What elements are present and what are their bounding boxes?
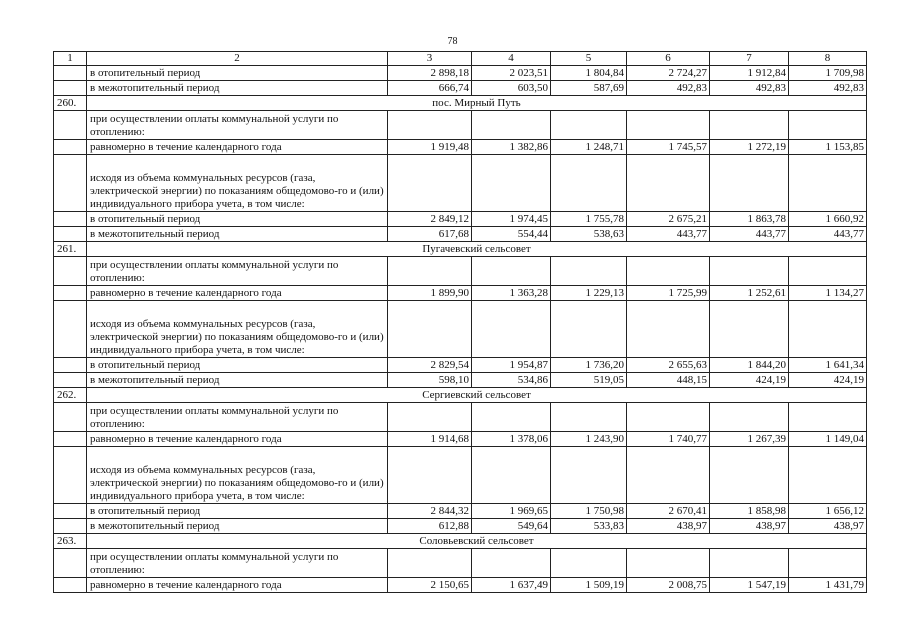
row-label: в отопительный период — [87, 504, 388, 519]
column-number: 3 — [388, 52, 472, 66]
table-row — [54, 140, 867, 155]
value-cell — [789, 549, 867, 578]
row-code-cell — [54, 447, 87, 504]
value-cell — [472, 549, 551, 578]
value-cell: 1 229,13 — [551, 286, 627, 301]
value-cell: 1 660,92 — [789, 212, 867, 227]
row-label: в межотопительный период — [87, 81, 388, 96]
value-cell: 1 134,27 — [789, 286, 867, 301]
settlement-header-row — [54, 534, 867, 549]
value-cell: 2 150,65 — [388, 578, 472, 593]
value-cell — [388, 257, 472, 286]
table-row — [54, 227, 867, 242]
value-cell: 2 829,54 — [388, 358, 472, 373]
table-row — [54, 358, 867, 373]
value-cell: 1 804,84 — [551, 66, 627, 81]
value-cell: 424,19 — [710, 373, 789, 388]
description-row — [54, 155, 867, 212]
row-label: в отопительный период — [87, 66, 388, 81]
column-number: 4 — [472, 52, 551, 66]
value-cell: 438,97 — [710, 519, 789, 534]
value-cell — [789, 155, 867, 212]
row-code-cell — [54, 358, 87, 373]
value-cell — [551, 111, 627, 140]
row-label: исходя из объема коммунальных ресурсов (газа, электрической энергии) по показаниям общедомово-го и (или) индивидуального прибора учета, в том числе: — [87, 447, 388, 504]
value-cell: 554,44 — [472, 227, 551, 242]
value-cell: 2 008,75 — [627, 578, 710, 593]
value-cell — [551, 301, 627, 358]
value-cell: 443,77 — [627, 227, 710, 242]
description-row — [54, 549, 867, 578]
value-cell: 2 724,27 — [627, 66, 710, 81]
table-row — [54, 212, 867, 227]
row-label: при осуществлении оплаты коммунальной услуги по отоплению: — [87, 403, 388, 432]
row-code-cell — [54, 212, 87, 227]
row-label: равномерно в течение календарного года — [87, 140, 388, 155]
value-cell: 492,83 — [627, 81, 710, 96]
value-cell — [710, 301, 789, 358]
value-cell: 438,97 — [627, 519, 710, 534]
row-code-cell — [54, 578, 87, 593]
value-cell: 438,97 — [789, 519, 867, 534]
value-cell: 1 272,19 — [710, 140, 789, 155]
column-number: 7 — [710, 52, 789, 66]
value-cell: 1 858,98 — [710, 504, 789, 519]
tariff-table — [53, 51, 867, 593]
row-code-cell — [54, 66, 87, 81]
settlement-code: 260. — [54, 96, 87, 111]
value-cell: 1 382,86 — [472, 140, 551, 155]
column-number: 8 — [789, 52, 867, 66]
value-cell: 1 912,84 — [710, 66, 789, 81]
row-code-cell — [54, 155, 87, 212]
value-cell — [388, 403, 472, 432]
description-row — [54, 301, 867, 358]
row-label: исходя из объема коммунальных ресурсов (газа, электрической энергии) по показаниям общедомово-го и (или) индивидуального прибора учета, в том числе: — [87, 301, 388, 358]
row-label: равномерно в течение календарного года — [87, 432, 388, 447]
row-label: в отопительный период — [87, 358, 388, 373]
value-cell — [789, 111, 867, 140]
value-cell: 1 547,19 — [710, 578, 789, 593]
row-code-cell — [54, 432, 87, 447]
value-cell — [789, 301, 867, 358]
value-cell: 2 844,32 — [388, 504, 472, 519]
value-cell: 538,63 — [551, 227, 627, 242]
value-cell: 443,77 — [789, 227, 867, 242]
value-cell: 617,68 — [388, 227, 472, 242]
row-code-cell — [54, 227, 87, 242]
value-cell: 2 898,18 — [388, 66, 472, 81]
value-cell: 1 740,77 — [627, 432, 710, 447]
row-label: равномерно в течение календарного года — [87, 578, 388, 593]
value-cell: 2 655,63 — [627, 358, 710, 373]
value-cell: 1 745,57 — [627, 140, 710, 155]
value-cell: 1 243,90 — [551, 432, 627, 447]
value-cell — [388, 111, 472, 140]
row-code-cell — [54, 257, 87, 286]
value-cell: 1 709,98 — [789, 66, 867, 81]
value-cell: 1 736,20 — [551, 358, 627, 373]
description-row — [54, 111, 867, 140]
table-row — [54, 66, 867, 81]
value-cell — [627, 403, 710, 432]
row-code-cell — [54, 373, 87, 388]
row-code-cell — [54, 81, 87, 96]
value-cell: 612,88 — [388, 519, 472, 534]
column-number-row — [54, 52, 867, 66]
value-cell — [627, 155, 710, 212]
column-number: 6 — [627, 52, 710, 66]
value-cell — [789, 447, 867, 504]
value-cell: 2 675,21 — [627, 212, 710, 227]
value-cell: 1 899,90 — [388, 286, 472, 301]
row-code-cell — [54, 111, 87, 140]
settlement-name: Соловьевский сельсовет — [87, 534, 867, 549]
row-code-cell — [54, 549, 87, 578]
settlement-header-row — [54, 388, 867, 403]
value-cell — [627, 301, 710, 358]
value-cell — [627, 549, 710, 578]
value-cell: 1 755,78 — [551, 212, 627, 227]
value-cell: 1 954,87 — [472, 358, 551, 373]
page-number: 78 — [447, 36, 458, 47]
value-cell: 1 509,19 — [551, 578, 627, 593]
value-cell: 519,05 — [551, 373, 627, 388]
value-cell — [472, 301, 551, 358]
row-code-cell — [54, 403, 87, 432]
value-cell: 587,69 — [551, 81, 627, 96]
settlement-name: Сергиевский сельсовет — [87, 388, 867, 403]
value-cell — [388, 155, 472, 212]
value-cell: 443,77 — [710, 227, 789, 242]
value-cell: 1 248,71 — [551, 140, 627, 155]
value-cell — [627, 257, 710, 286]
value-cell — [710, 111, 789, 140]
value-cell — [388, 447, 472, 504]
settlement-header-row — [54, 96, 867, 111]
value-cell: 1 969,65 — [472, 504, 551, 519]
value-cell: 598,10 — [388, 373, 472, 388]
value-cell — [551, 155, 627, 212]
row-code-cell — [54, 286, 87, 301]
row-label: при осуществлении оплаты коммунальной услуги по отоплению: — [87, 257, 388, 286]
value-cell: 2 670,41 — [627, 504, 710, 519]
value-cell — [710, 257, 789, 286]
value-cell: 533,83 — [551, 519, 627, 534]
row-label: исходя из объема коммунальных ресурсов (газа, электрической энергии) по показаниям общедомово-го и (или) индивидуального прибора учета, в том числе: — [87, 155, 388, 212]
row-label: в межотопительный период — [87, 373, 388, 388]
settlement-name: Пугачевский сельсовет — [87, 242, 867, 257]
value-cell — [627, 111, 710, 140]
value-cell: 603,50 — [472, 81, 551, 96]
row-code-cell — [54, 504, 87, 519]
value-cell: 448,15 — [627, 373, 710, 388]
settlement-code: 263. — [54, 534, 87, 549]
value-cell — [551, 403, 627, 432]
value-cell — [472, 111, 551, 140]
table-row — [54, 286, 867, 301]
settlement-name: пос. Мирный Путь — [87, 96, 867, 111]
value-cell — [627, 447, 710, 504]
value-cell: 1 378,06 — [472, 432, 551, 447]
column-number: 2 — [87, 52, 388, 66]
row-code-cell — [54, 140, 87, 155]
value-cell — [388, 301, 472, 358]
value-cell — [472, 403, 551, 432]
row-label: при осуществлении оплаты коммунальной услуги по отоплению: — [87, 549, 388, 578]
description-row — [54, 403, 867, 432]
value-cell: 1 914,68 — [388, 432, 472, 447]
column-number: 5 — [551, 52, 627, 66]
table-row — [54, 373, 867, 388]
value-cell — [472, 447, 551, 504]
value-cell — [710, 447, 789, 504]
value-cell: 1 267,39 — [710, 432, 789, 447]
value-cell: 492,83 — [710, 81, 789, 96]
row-code-cell — [54, 519, 87, 534]
description-row — [54, 447, 867, 504]
column-number: 1 — [54, 52, 87, 66]
value-cell — [472, 155, 551, 212]
value-cell: 424,19 — [789, 373, 867, 388]
value-cell: 534,86 — [472, 373, 551, 388]
value-cell — [551, 549, 627, 578]
value-cell — [789, 257, 867, 286]
value-cell: 1 974,45 — [472, 212, 551, 227]
value-cell — [710, 549, 789, 578]
value-cell: 2 849,12 — [388, 212, 472, 227]
value-cell: 1 844,20 — [710, 358, 789, 373]
value-cell: 1 656,12 — [789, 504, 867, 519]
value-cell: 1 641,34 — [789, 358, 867, 373]
value-cell: 1 149,04 — [789, 432, 867, 447]
row-label: равномерно в течение календарного года — [87, 286, 388, 301]
settlement-code: 261. — [54, 242, 87, 257]
row-code-cell — [54, 301, 87, 358]
value-cell — [472, 257, 551, 286]
value-cell — [551, 447, 627, 504]
value-cell: 1 725,99 — [627, 286, 710, 301]
row-label: в отопительный период — [87, 212, 388, 227]
value-cell: 666,74 — [388, 81, 472, 96]
table-row — [54, 432, 867, 447]
value-cell: 1 153,85 — [789, 140, 867, 155]
table-row — [54, 578, 867, 593]
value-cell: 1 431,79 — [789, 578, 867, 593]
value-cell: 492,83 — [789, 81, 867, 96]
value-cell: 2 023,51 — [472, 66, 551, 81]
value-cell: 1 363,28 — [472, 286, 551, 301]
row-label: в межотопительный период — [87, 519, 388, 534]
table-row — [54, 81, 867, 96]
value-cell — [710, 403, 789, 432]
value-cell — [789, 403, 867, 432]
table-body — [54, 52, 867, 593]
row-label: в межотопительный период — [87, 227, 388, 242]
table-row — [54, 504, 867, 519]
value-cell: 1 252,61 — [710, 286, 789, 301]
value-cell — [710, 155, 789, 212]
settlement-code: 262. — [54, 388, 87, 403]
value-cell: 549,64 — [472, 519, 551, 534]
description-row — [54, 257, 867, 286]
value-cell — [551, 257, 627, 286]
value-cell: 1 863,78 — [710, 212, 789, 227]
row-label: при осуществлении оплаты коммунальной услуги по отоплению: — [87, 111, 388, 140]
settlement-header-row — [54, 242, 867, 257]
value-cell: 1 750,98 — [551, 504, 627, 519]
value-cell: 1 637,49 — [472, 578, 551, 593]
value-cell — [388, 549, 472, 578]
table-row — [54, 519, 867, 534]
value-cell: 1 919,48 — [388, 140, 472, 155]
